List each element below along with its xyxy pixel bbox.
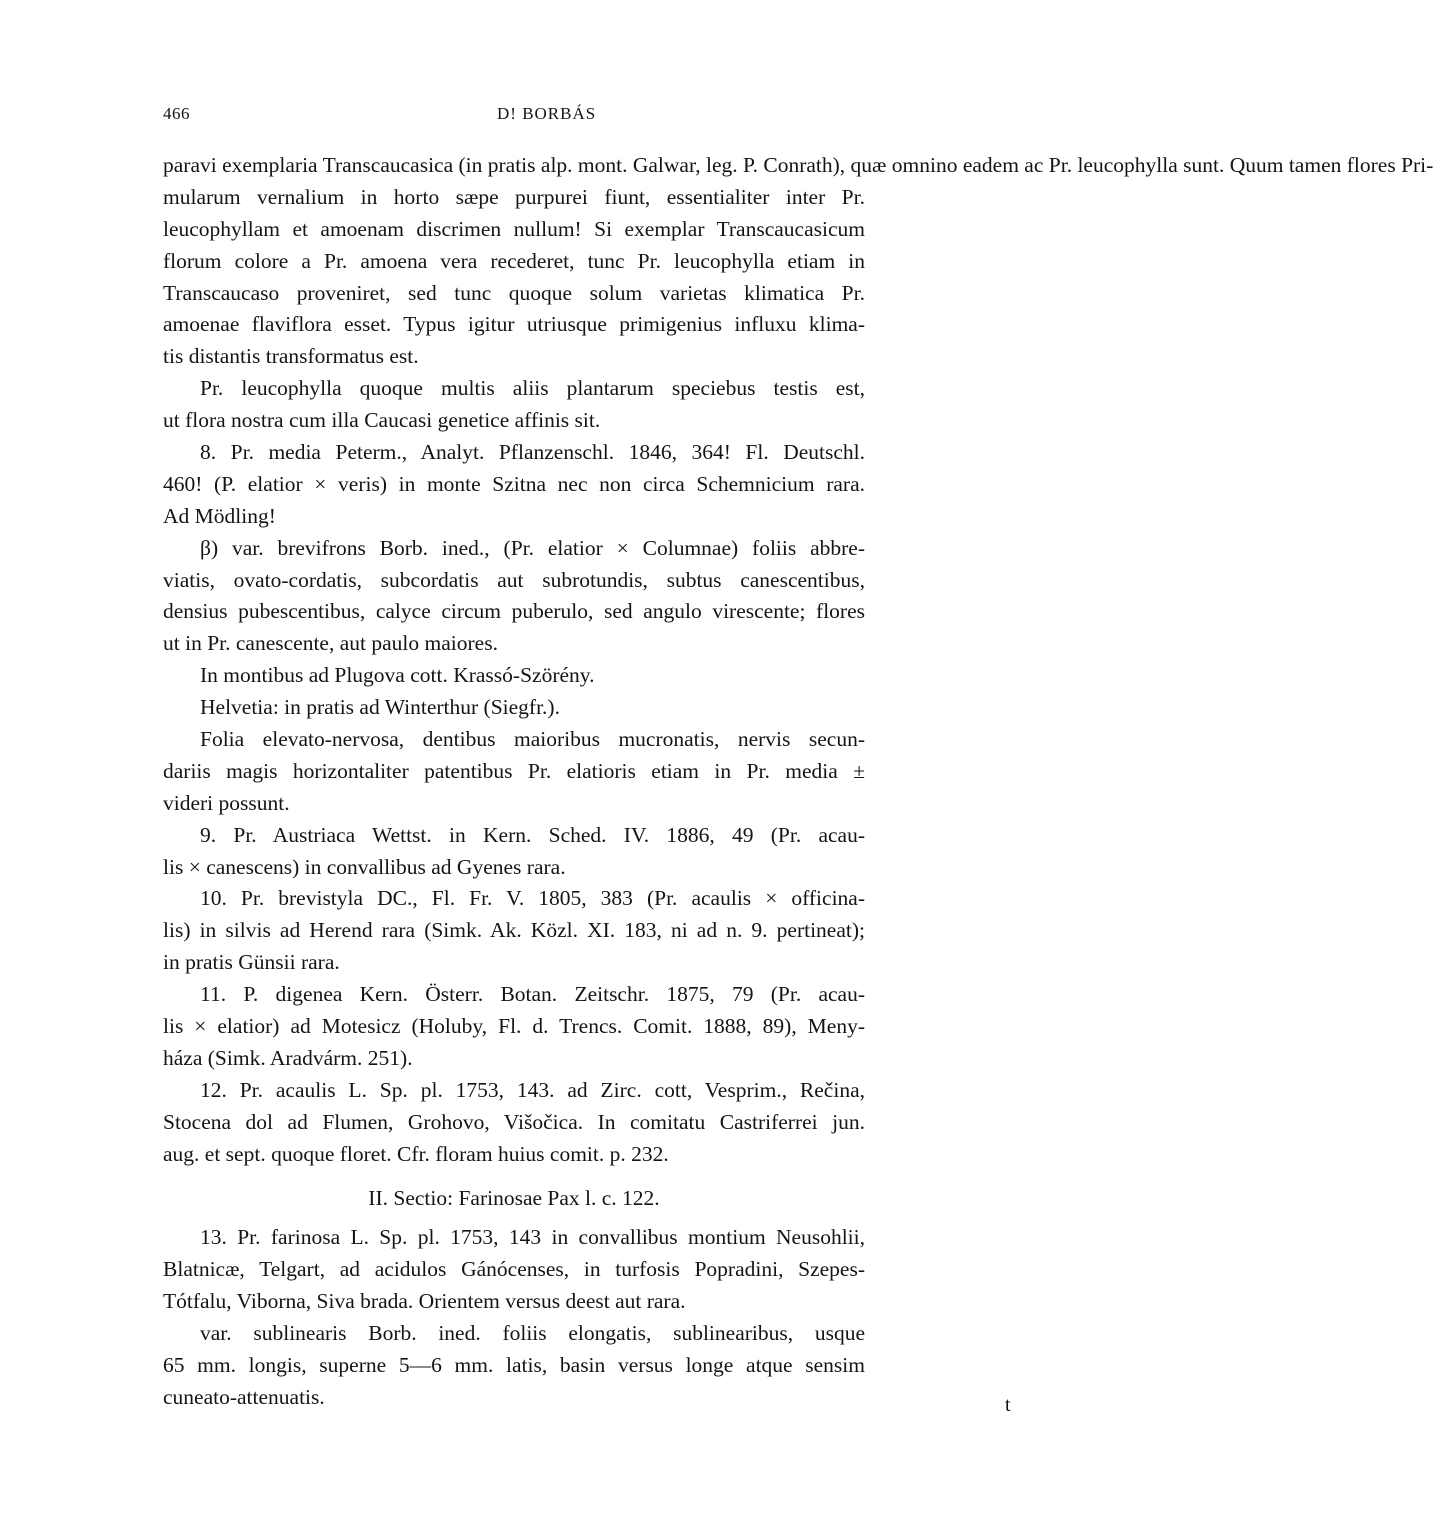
text-line: leucophyllam et amoenam discrimen nullum! Si exemplar Transcaucasicum	[163, 216, 865, 241]
text-line: 13. Pr. farinosa L. Sp. pl. 1753, 143 in convallibus montium Neusohlii,	[200, 1225, 865, 1250]
text-line: videri possunt.	[163, 790, 290, 815]
text-line: Stocena dol ad Flumen, Grohovo, Višočica. In comitatu Castriferrei jun.	[163, 1109, 865, 1134]
spacer	[163, 1171, 865, 1183]
text-line: dariis magis horizontaliter patentibus Pr. elatioris etiam in Pr. media ±	[163, 758, 865, 783]
text-line: in pratis Günsii rara.	[163, 950, 340, 975]
text-line: 11. P. digenea Kern. Österr. Botan. Zeitschr. 1875, 79 (Pr. acau-	[200, 982, 865, 1007]
text-line: Pr. leucophylla quoque multis aliis plantarum speciebus testis est,	[200, 376, 865, 401]
text-line: tis distantis transformatus est.	[163, 344, 419, 369]
text-line: paravi exemplaria Transcaucasica (in pratis alp. mont. Galwar, leg. P. Conrath), quæ omnino eadem ac Pr. leucophylla sunt. Quum tamen flores Pri-	[163, 153, 1433, 177]
text-line: lis × elatior) ad Motesicz (Holuby, Fl. d. Trencs. Comit. 1888, 89), Meny-	[163, 1014, 865, 1039]
running-title: D! BORBÁS	[497, 104, 597, 123]
text-line: β) var. brevifrons Borb. ined., (Pr. elatior × Columnae) foliis abbre-	[200, 535, 865, 560]
page-number: 466	[163, 104, 190, 123]
text-body	[163, 150, 1433, 1414]
text-line: ut flora nostra cum illa Caucasi genetice affinis sit.	[163, 408, 601, 433]
spacer	[163, 1214, 865, 1222]
text-line: mularum vernalium in horto sæpe purpurei fiunt, essentialiter inter Pr.	[163, 184, 865, 209]
text-line: 8. Pr. media Peterm., Analyt. Pflanzenschl. 1846, 364! Fl. Deutschl.	[200, 440, 865, 465]
text-line: viatis, ovato-cordatis, subcordatis aut subrotundis, subtus canescentibus,	[163, 567, 865, 592]
text-line: 10. Pr. brevistyla DC., Fl. Fr. V. 1805, 383 (Pr. acaulis × officina-	[200, 886, 865, 911]
text-line: aug. et sept. quoque floret. Cfr. floram huius comit. p. 232.	[163, 1141, 669, 1166]
text-line: Tótfalu, Viborna, Siva brada. Orientem versus deest aut rara.	[163, 1289, 686, 1314]
text-line: 12. Pr. acaulis L. Sp. pl. 1753, 143. ad Zirc. cott, Vesprim., Rečina,	[200, 1077, 865, 1102]
text-line: cuneato-attenuatis.	[163, 1384, 325, 1409]
text-line: Ad Mödling!	[163, 503, 276, 528]
text-line: Folia elevato-nervosa, dentibus maioribus mucronatis, nervis secun-	[200, 727, 865, 752]
text-line: amoenae flaviflora esset. Typus igitur utriusque primigenius influxu klima-	[163, 312, 865, 337]
text-line: lis) in silvis ad Herend rara (Simk. Ak. Közl. XI. 183, ni ad n. 9. pertineat);	[163, 918, 865, 943]
text-line: Blatnicæ, Telgart, ad acidulos Gánócenses, in turfosis Popradini, Szepes-	[163, 1257, 865, 1282]
text-line: 65 mm. longis, superne 5—6 mm. latis, basin versus longe atque sensim	[163, 1352, 865, 1377]
text-line: Helvetia: in pratis ad Winterthur (Siegfr.).	[200, 695, 560, 720]
margin-mark: t	[1005, 1394, 1011, 1416]
text-line: florum colore a Pr. amoena vera recederet, tunc Pr. leucophylla etiam in	[163, 248, 865, 273]
text-line: ut in Pr. canescente, aut paulo maiores.	[163, 631, 498, 656]
text-line: In montibus ad Plugova cott. Krassó-Szörény.	[200, 663, 595, 688]
text-line: lis × canescens) in convallibus ad Gyenes rara.	[163, 854, 566, 879]
text-line: var. sublinearis Borb. ined. foliis elongatis, sublinearibus, usque	[200, 1321, 865, 1346]
text-line: háza (Simk. Aradvárm. 251).	[163, 1045, 413, 1070]
section-heading: II. Sectio: Farinosae Pax l. c. 122.	[368, 1185, 660, 1210]
text-line: 460! (P. elatior × veris) in monte Szitna nec non circa Schemnicium rara.	[163, 471, 865, 496]
text-line: 9. Pr. Austriaca Wettst. in Kern. Sched. IV. 1886, 49 (Pr. acau-	[200, 822, 865, 847]
text-line: Transcaucaso proveniret, sed tunc quoque solum varietas klimatica Pr.	[163, 280, 865, 305]
text-line: densius pubescentibus, calyce circum puberulo, sed angulo virescente; flores	[163, 599, 865, 624]
